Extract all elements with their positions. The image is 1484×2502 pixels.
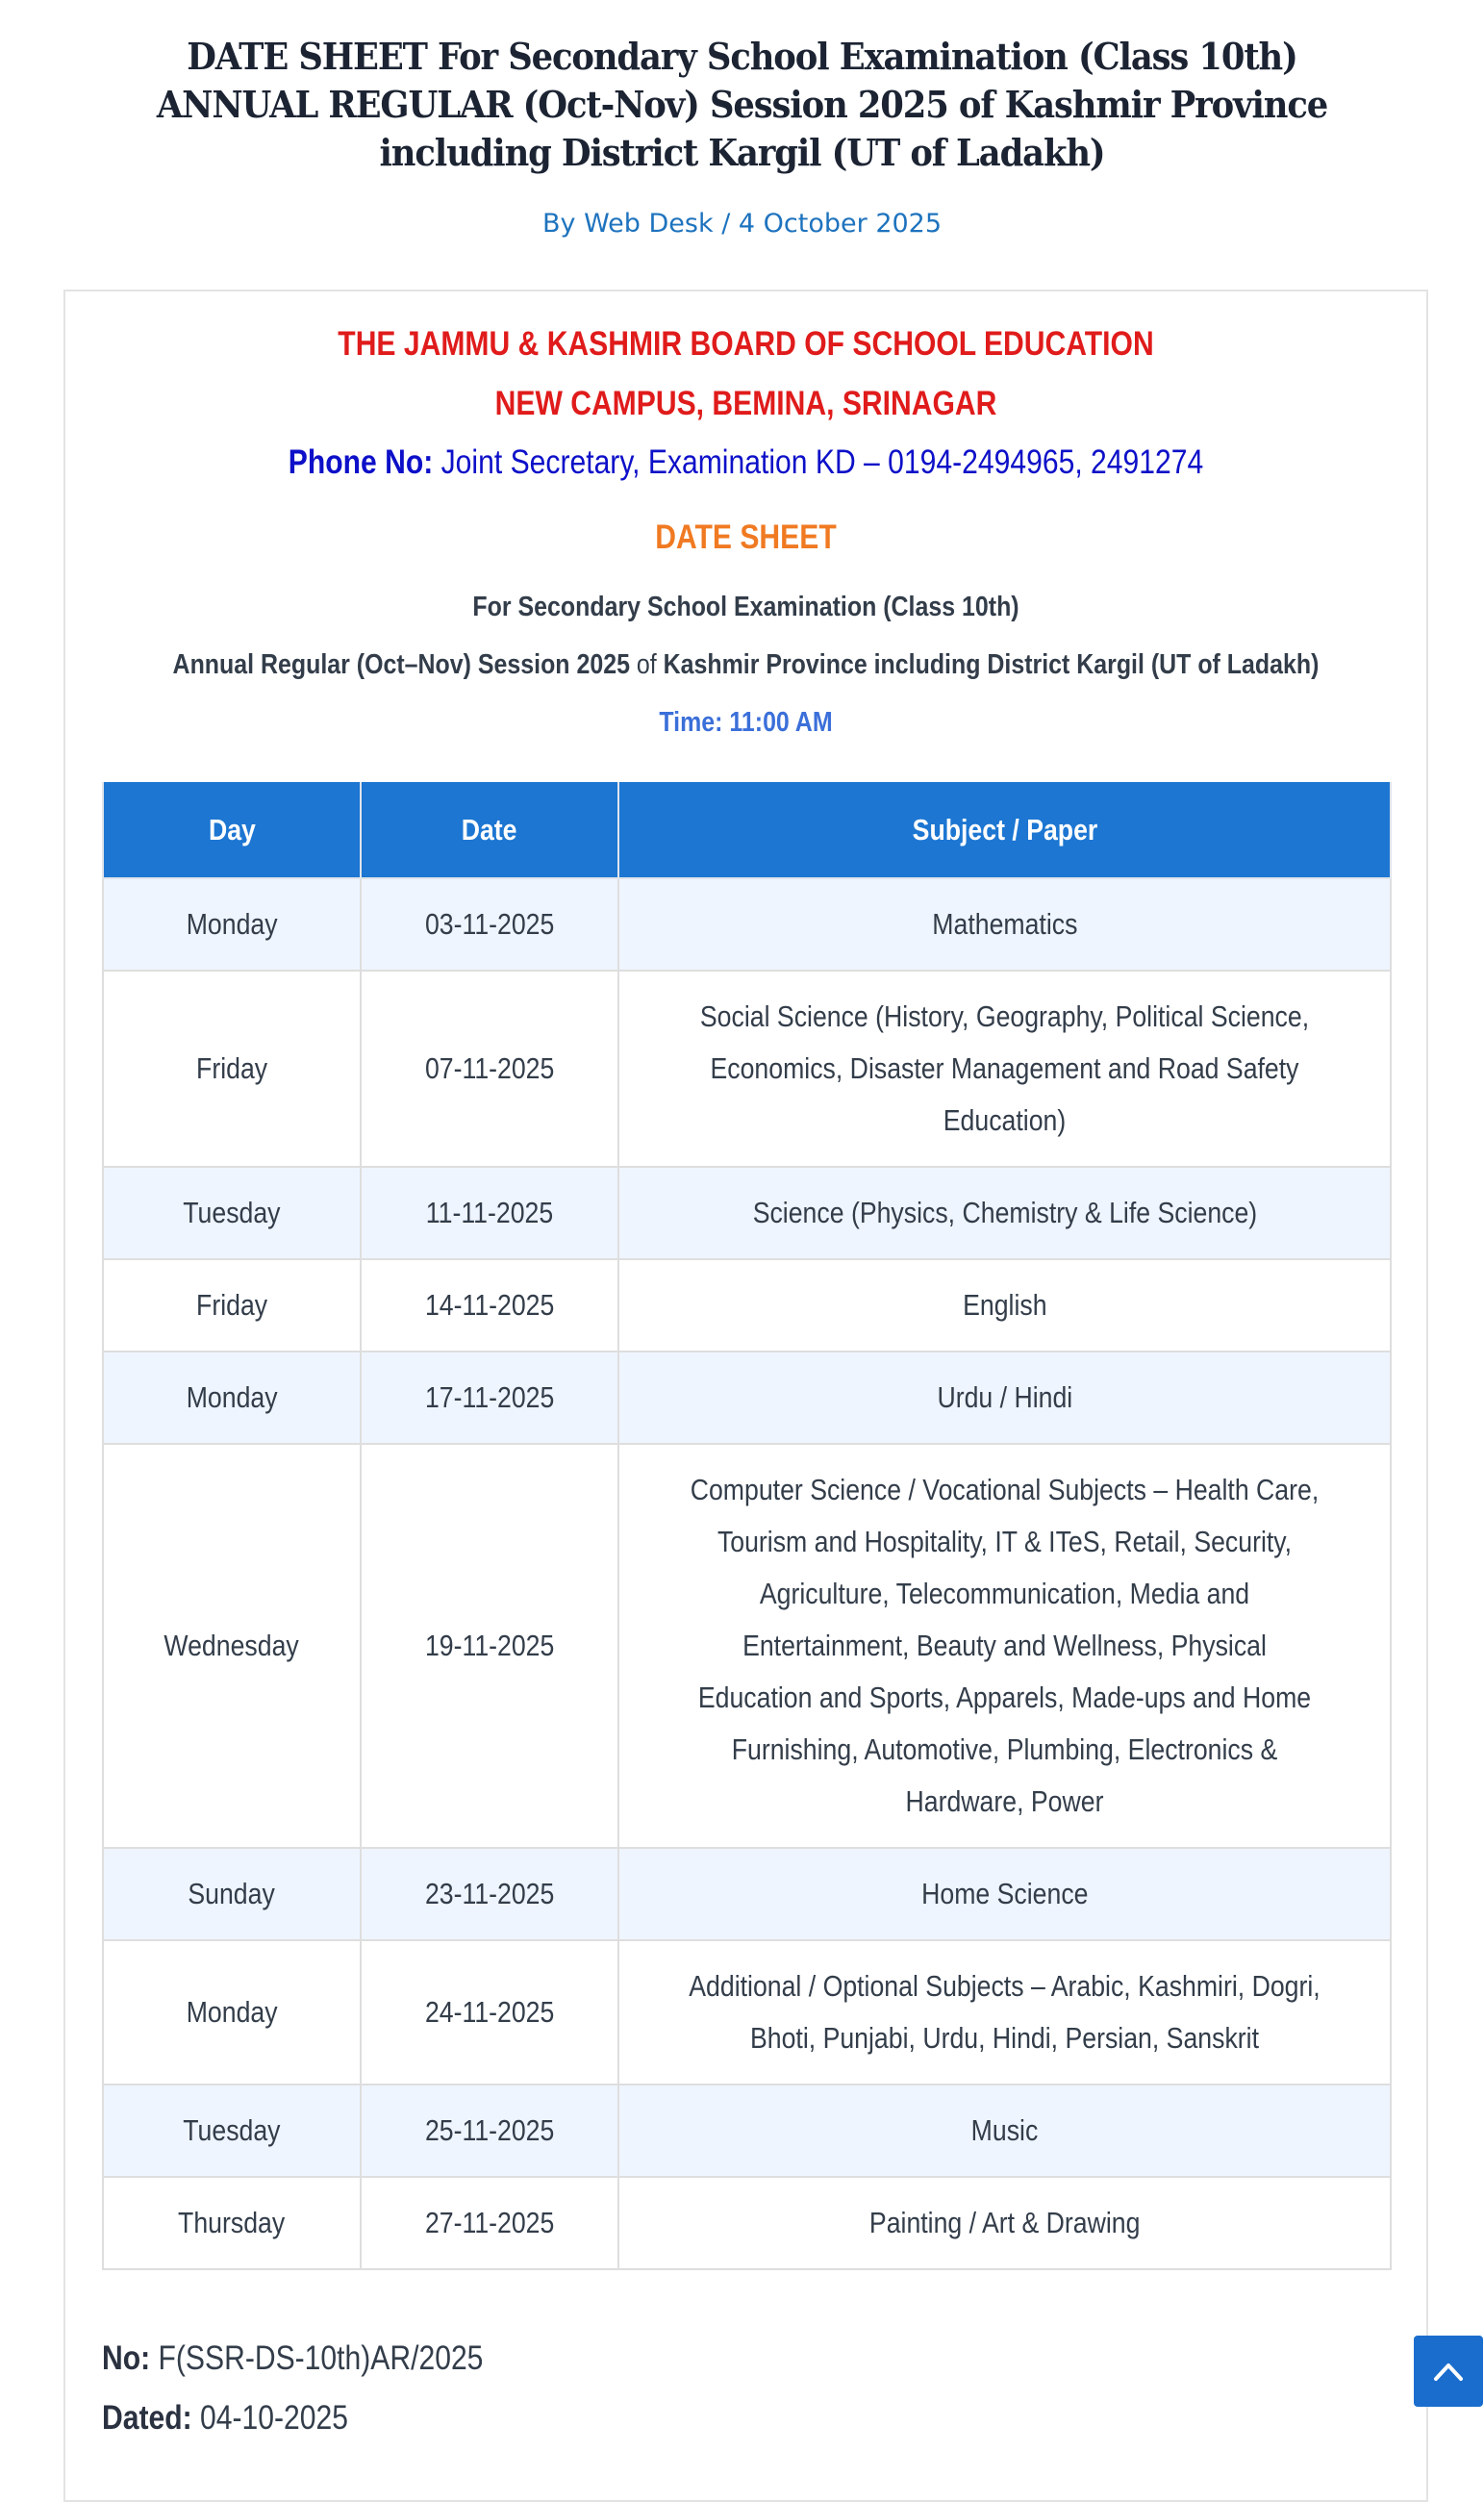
table-row xyxy=(103,878,1391,971)
table-row xyxy=(103,2177,1391,2269)
byline-separator: / xyxy=(721,209,731,239)
table-row xyxy=(103,1848,1391,1940)
table-header-row xyxy=(103,782,1391,878)
cell-day: Tuesday xyxy=(103,2085,361,2177)
cell-date: 24-11-2025 xyxy=(361,1940,618,2085)
cell-day: Wednesday xyxy=(103,1444,361,1848)
page-title: DATE SHEET For Secondary School Examination (Class 10th) ANNUAL REGULAR (Oct-Nov) Session 2025 of Kashmir Province including District Kargil (UT of Ladakh) xyxy=(156,35,1328,174)
publish-date: 4 October 2025 xyxy=(738,209,943,239)
session-part1: Annual Regular (Oct–Nov) Session 2025 xyxy=(172,649,630,680)
cell-day: Monday xyxy=(103,878,361,971)
cell-subject: Music xyxy=(618,2085,1391,2177)
scroll-to-top-button[interactable] xyxy=(1414,2336,1483,2407)
cell-date: 11-11-2025 xyxy=(361,1167,618,1259)
board-address: NEW CAMPUS, BEMINA, SRINAGAR xyxy=(494,385,997,422)
cell-day: Friday xyxy=(103,1259,361,1352)
date-sheet-card xyxy=(63,290,1428,2502)
reference-number xyxy=(102,2329,483,2388)
session-of: of xyxy=(636,649,657,680)
table-row xyxy=(103,1444,1391,1848)
reference-value: F(SSR-DS-10th)AR/2025 xyxy=(158,2339,484,2377)
notice-footer xyxy=(102,2329,545,2448)
table-row xyxy=(103,1167,1391,1259)
cell-day: Sunday xyxy=(103,1848,361,1940)
cell-date: 03-11-2025 xyxy=(361,878,618,971)
reference-label: No: xyxy=(102,2339,151,2377)
dated-value: 04-10-2025 xyxy=(200,2399,349,2437)
author-link[interactable]: Web Desk xyxy=(584,209,714,239)
cell-subject: Painting / Art & Drawing xyxy=(618,2177,1391,2269)
table-row xyxy=(103,2085,1391,2177)
phone-line xyxy=(161,434,1331,492)
table-row xyxy=(103,971,1391,1167)
byline-prefix: By xyxy=(541,209,576,239)
dated-label: Dated: xyxy=(102,2399,192,2437)
exam-line: For Secondary School Examination (Class 10th) xyxy=(472,592,1019,622)
notice-header xyxy=(65,315,1426,751)
exam-time: Time: 11:00 AM xyxy=(659,707,833,738)
cell-date: 07-11-2025 xyxy=(361,971,618,1167)
cell-subject: Computer Science / Vocational Subjects – Health Care, Tourism and Hospitality, IT & ITeS, Retail, Security, Agriculture, Telecommunication, Media and Entertainment, Beauty and Wellness, Physical Education and Sports, Apparels, Made-ups and Home Furnishing, Automotive, Plumbing, Electronics & Hardware, Power xyxy=(618,1444,1391,1848)
cell-subject: Social Science (History, Geography, Political Science, Economics, Disaster Management and Road Safety Education) xyxy=(618,971,1391,1167)
session-line xyxy=(161,636,1331,694)
cell-day: Thursday xyxy=(103,2177,361,2269)
date-sheet-table xyxy=(102,782,1392,2270)
cell-subject: Home Science xyxy=(618,1848,1391,1940)
session-part2: Kashmir Province including District Kargil (UT of Ladakh) xyxy=(663,649,1320,680)
table-row xyxy=(103,1352,1391,1444)
header-subject: Subject / Paper xyxy=(618,782,1391,878)
phone-text: Joint Secretary, Examination KD – 0194-2494965, 2491274 xyxy=(440,443,1204,481)
cell-date: 27-11-2025 xyxy=(361,2177,618,2269)
cell-date: 17-11-2025 xyxy=(361,1352,618,1444)
cell-subject: Science (Physics, Chemistry & Life Science) xyxy=(618,1167,1391,1259)
cell-subject: Additional / Optional Subjects – Arabic, Kashmiri, Dogri, Bhoti, Punjabi, Urdu, Hindi, Persian, Sanskrit xyxy=(618,1940,1391,2085)
cell-day: Monday xyxy=(103,1940,361,2085)
cell-subject: Mathematics xyxy=(618,878,1391,971)
cell-day: Monday xyxy=(103,1352,361,1444)
dated-line xyxy=(102,2388,483,2448)
cell-subject: Urdu / Hindi xyxy=(618,1352,1391,1444)
phone-label: Phone No: xyxy=(288,443,434,481)
cell-date: 25-11-2025 xyxy=(361,2085,618,2177)
cell-date: 14-11-2025 xyxy=(361,1259,618,1352)
cell-day: Friday xyxy=(103,971,361,1167)
cell-date: 19-11-2025 xyxy=(361,1444,618,1848)
table-row xyxy=(103,1259,1391,1352)
board-name: THE JAMMU & KASHMIR BOARD OF SCHOOL EDUCATION xyxy=(338,325,1154,363)
cell-subject: English xyxy=(618,1259,1391,1352)
byline xyxy=(0,209,1484,239)
date-sheet-heading: DATE SHEET xyxy=(655,518,837,556)
chevron-up-icon xyxy=(1432,2360,1465,2383)
header-date: Date xyxy=(361,782,618,878)
table-row xyxy=(103,1940,1391,2085)
cell-date: 23-11-2025 xyxy=(361,1848,618,1940)
header-day: Day xyxy=(103,782,361,878)
cell-day: Tuesday xyxy=(103,1167,361,1259)
